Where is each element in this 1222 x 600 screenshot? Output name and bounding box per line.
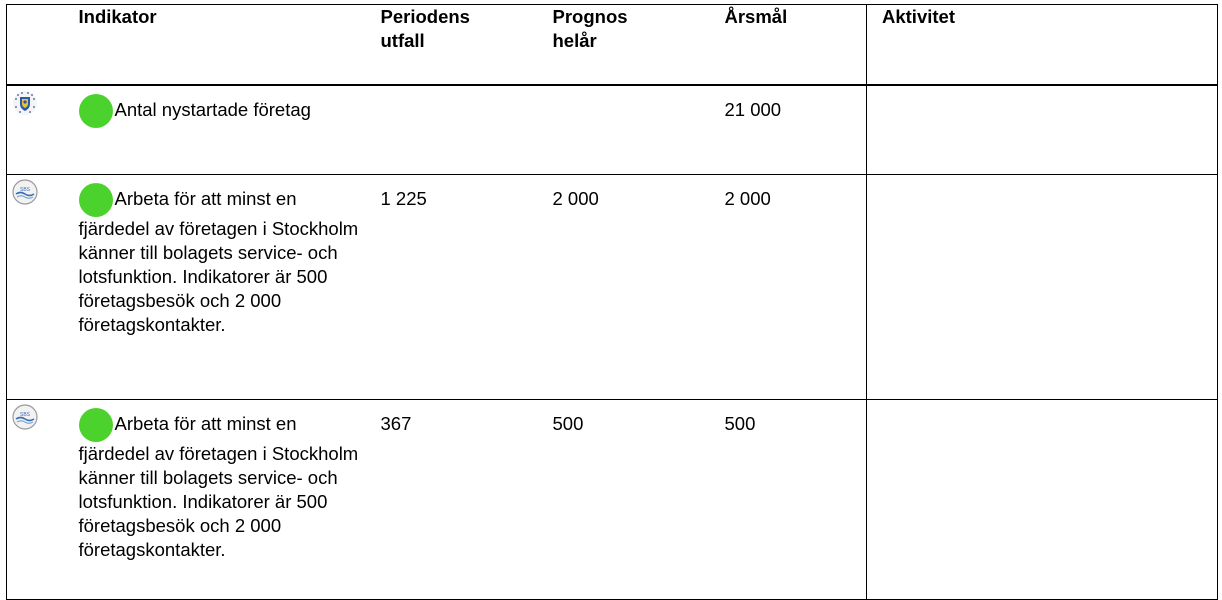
prognos-helar-cell: 500 (552, 400, 724, 600)
table-row (7, 400, 1218, 600)
company-logo-icon (12, 179, 38, 205)
header-aktivitet: Aktivitet (867, 5, 1218, 85)
indikator-text: Arbeta för att minst en fjärdedel av företagen i Stockholm känner till bolagets service- och lotsfunktion. Indikatorer är 500 företagsbesök och 2 000 företagskontakter. (78, 188, 359, 335)
arsmal-cell: 21 000 (724, 85, 867, 175)
header-prognos-helar-text: Prognos helår (552, 6, 628, 51)
indikator-cell (74, 175, 380, 400)
svg-text:SBS: SBS (19, 412, 31, 418)
arsmal-cell: 500 (724, 400, 867, 600)
prognos-helar-cell (552, 85, 724, 175)
arsmal-cell: 2 000 (724, 175, 867, 400)
indikator-cell (74, 85, 380, 175)
periodens-utfall-cell: 367 (380, 400, 552, 600)
aktivitet-cell (867, 175, 1218, 400)
status-dot-green (79, 183, 113, 217)
indikator-text: Antal nystartade företag (114, 98, 311, 120)
aktivitet-cell (867, 85, 1218, 175)
status-dot-green (79, 94, 113, 128)
header-icon-col (7, 5, 74, 85)
city-coat-of-arms-icon (12, 90, 38, 116)
prognos-helar-cell: 2 000 (552, 175, 724, 400)
header-indikator: Indikator (74, 5, 380, 85)
header-prognos-helar (552, 5, 724, 85)
header-periodens-utfall (380, 5, 552, 85)
status-dot-green (79, 408, 113, 442)
periodens-utfall-cell (380, 85, 552, 175)
header-periodens-utfall-text: Periodens utfall (380, 6, 470, 51)
header-row (7, 5, 1218, 85)
indikator-text: Arbeta för att minst en fjärdedel av företagen i Stockholm känner till bolagets service- och lotsfunktion. Indikatorer är 500 företagsbesök och 2 000 företagskontakter. (78, 413, 359, 560)
table-row (7, 175, 1218, 400)
row-icon-cell (7, 400, 74, 600)
indikator-cell (74, 400, 380, 600)
row-icon-cell (7, 175, 74, 400)
table-row (7, 85, 1218, 175)
row-icon-cell (7, 85, 74, 175)
indicator-table (6, 4, 1218, 600)
svg-text:SBS: SBS (19, 187, 31, 193)
company-logo-icon (12, 404, 38, 430)
aktivitet-cell (867, 400, 1218, 600)
periodens-utfall-cell: 1 225 (380, 175, 552, 400)
header-arsmal: Årsmål (724, 5, 867, 85)
